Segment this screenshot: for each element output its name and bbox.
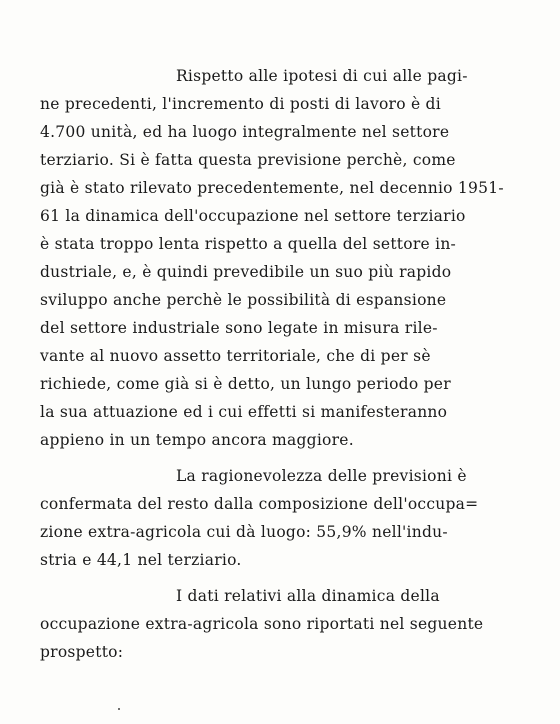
paragraph-1-line-3: 4.700 unità, ed ha luogo integralmente nel settore — [40, 123, 450, 141]
paragraph-1-line-1: Rispetto alle ipotesi di cui alle pagi- — [176, 67, 468, 85]
paragraph-2-line-3: zione extra-agricola cui dà luogo: 55,9% nell'indu- — [40, 523, 448, 541]
paper-speck — [118, 708, 120, 710]
paragraph-1-line-14: appieno in un tempo ancora maggiore. — [40, 431, 354, 449]
paragraph-1-line-8: dustriale, e, è quindi prevedibile un suo più rapido — [40, 263, 452, 281]
paragraph-1-line-6: 61 la dinamica dell'occupazione nel settore terziario — [40, 207, 466, 225]
paragraph-2-line-2: confermata del resto dalla composizione dell'occupa= — [40, 495, 479, 513]
paragraph-1-line-5: già è stato rilevato precedentemente, nel decennio 1951- — [40, 179, 504, 197]
paragraph-3-line-2: occupazione extra-agricola sono riportati nel seguente — [40, 615, 484, 633]
paragraph-2-line-1: La ragionevolezza delle previsioni è — [176, 467, 467, 485]
paragraph-3-line-3: prospetto: — [40, 643, 124, 661]
paragraph-1-line-12: richiede, come già si è detto, un lungo periodo per — [40, 375, 451, 393]
paragraph-2-line-4: stria e 44,1 nel terziario. — [40, 551, 242, 569]
paragraph-1-line-13: la sua attuazione ed i cui effetti si manifesteranno — [40, 403, 448, 421]
paragraph-1-line-9: sviluppo anche perchè le possibilità di espansione — [40, 291, 447, 309]
paragraph-1-line-10: del settore industriale sono legate in misura rile- — [40, 319, 438, 337]
paragraph-1-line-11: vante al nuovo assetto territoriale, che di per sè — [40, 347, 431, 365]
paragraph-1-line-2: ne precedenti, l'incremento di posti di lavoro è di — [40, 95, 441, 113]
paragraph-1-line-4: terziario. Si è fatta questa previsione perchè, come — [40, 151, 456, 169]
paragraph-1-line-7: è stata troppo lenta rispetto a quella del settore in- — [40, 235, 457, 253]
paragraph-3-line-1: I dati relativi alla dinamica della — [176, 587, 440, 605]
